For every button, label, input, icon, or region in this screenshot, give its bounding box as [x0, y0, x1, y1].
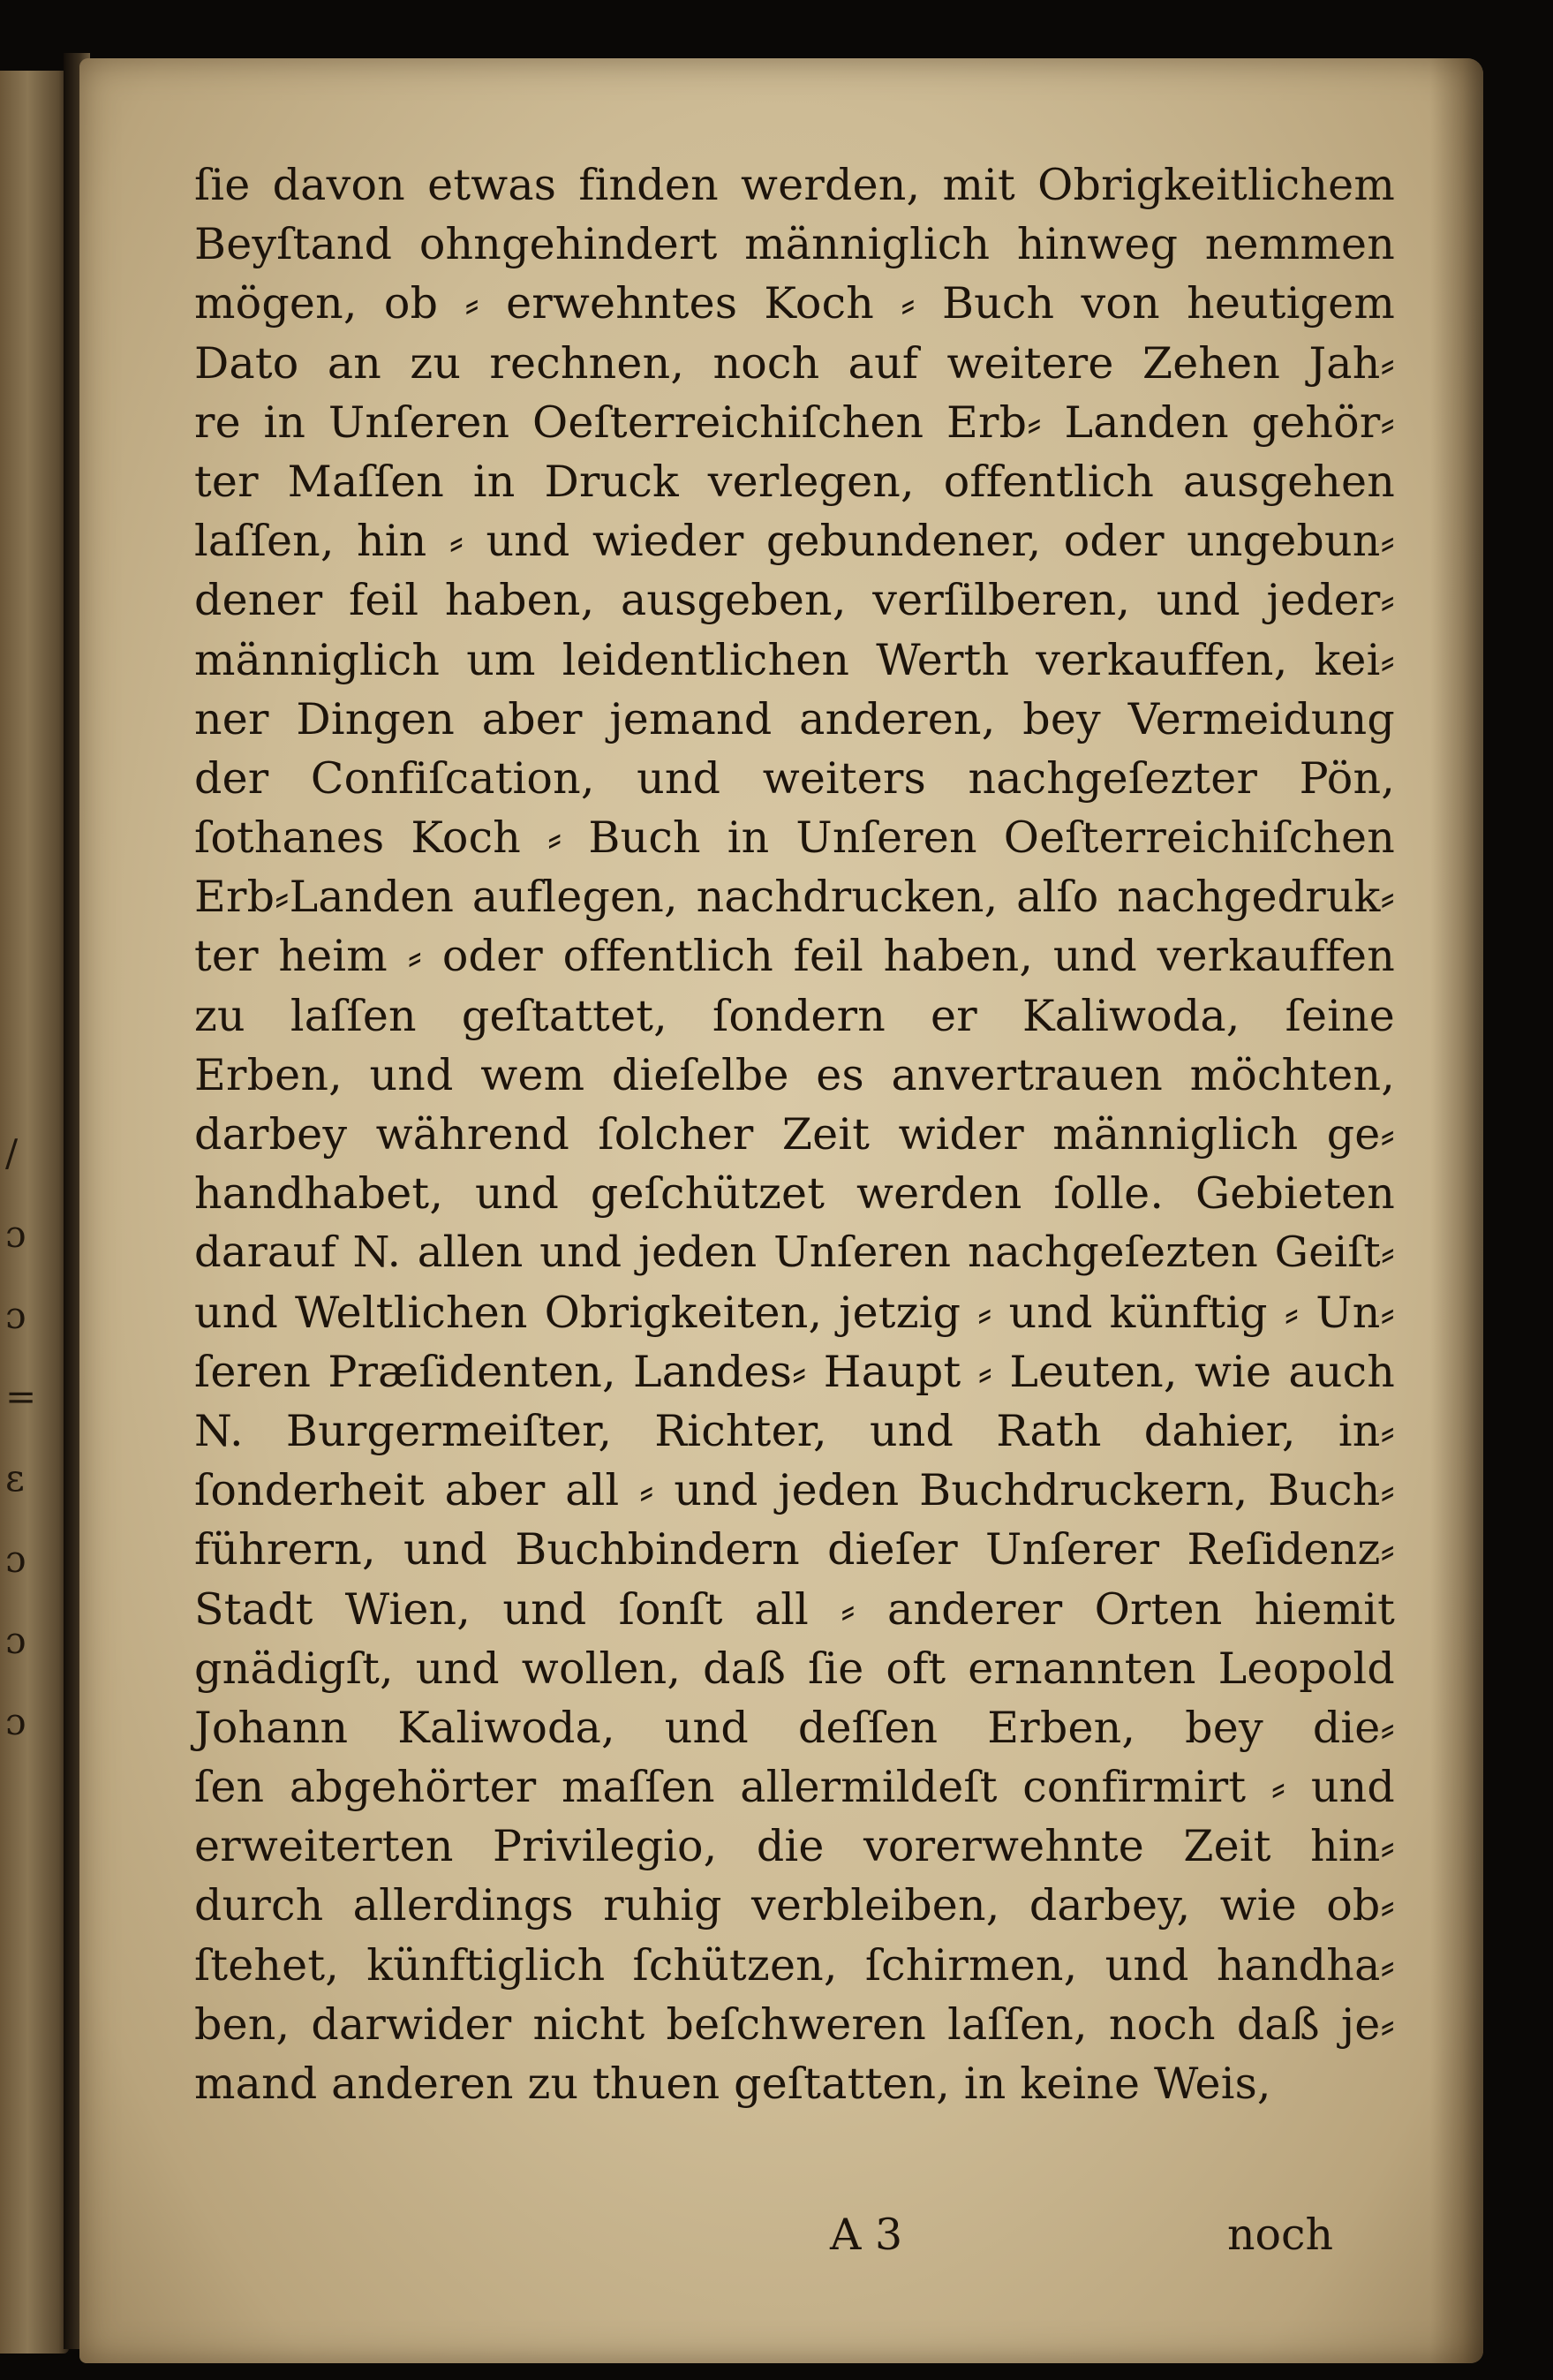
- text-line-9: männiglich um leidentlichen Werth verkauffen, kei⸗: [194, 634, 1395, 685]
- text-line-15: zu laſſen geſtattet, ſondern er Kaliwoda, ſeine: [194, 990, 1395, 1041]
- text-line-16: Erben, und wem dieſelbe es anvertrauen möchten,: [194, 1049, 1395, 1100]
- text-line-26: gnädigſt, und wollen, daß ſie oft ernannten Leopold: [194, 1643, 1395, 1694]
- text-line-7: laſſen, hin ⸗ und wieder gebundener, oder ungebun⸗: [194, 516, 1395, 567]
- text-line-28: ſen abgehörter maſſen allermildeſt confirmirt ⸗ und: [194, 1762, 1395, 1813]
- text-line-8: dener feil haben, ausgeben, verſilberen, und jeder⸗: [194, 575, 1395, 626]
- page-text-block: [194, 155, 1395, 2113]
- catchword: noch: [1226, 2210, 1333, 2260]
- text-line-21: ſeren Præſidenten, Landes⸗ Haupt ⸗ Leuten, wie auch: [194, 1346, 1395, 1397]
- text-line-6: ter Maſſen in Druck verlegen, offentlich ausgehen: [194, 456, 1395, 507]
- text-line-3: mögen, ob ⸗ erwehntes Koch ⸗ Buch von heutigem: [194, 278, 1395, 329]
- text-line-10: ner Dingen aber jemand anderen, bey Vermeidung: [194, 693, 1395, 744]
- text-line-14: ter heim ⸗ oder offentlich feil haben, und verkauffen: [194, 931, 1395, 982]
- text-line-18: handhabet, und geſchützet werden ſolle. Gebieten: [194, 1168, 1395, 1220]
- text-line-32: ben, darwider nicht beſchweren laſſen, noch daß je⸗: [194, 1998, 1395, 2050]
- book-page: [79, 58, 1483, 2363]
- signature-mark: A 3: [830, 2210, 903, 2260]
- text-line-11: der Confiſcation, und weiters nachgeſezter Pön,: [194, 752, 1395, 804]
- text-line-23: ſonderheit aber all ⸗ und jeden Buchdruckern, Buch⸗: [194, 1465, 1395, 1516]
- text-line-24: führern, und Buchbindern dieſer Unſerer Reſidenz⸗: [194, 1524, 1395, 1575]
- text-line-33: mand anderen zu thuen geſtatten, in keine Weis,: [194, 2059, 1271, 2109]
- text-line-13: Erb⸗Landen auflegen, nachdrucken, alſo nachgedruk⸗: [194, 872, 1395, 923]
- text-line-5: re in Unſeren Oeſterreichiſchen Erb⸗ Landen gehör⸗: [194, 397, 1395, 448]
- text-line-27: Johann Kaliwoda, und deſſen Erben, bey die⸗: [194, 1702, 1395, 1753]
- text-line-4: Dato an zu rechnen, noch auf weitere Zehen Jah⸗: [194, 337, 1395, 389]
- facing-page-margin-marks: / ɔ ɔ = ɛ ɔ ɔ ɔ: [5, 1131, 37, 1743]
- text-line-30: durch allerdings ruhig verbleiben, darbey, wie ob⸗: [194, 1880, 1395, 1931]
- text-line-17: darbey während ſolcher Zeit wider männiglich ge⸗: [194, 1109, 1395, 1160]
- page-fore-edge: [1430, 58, 1483, 2363]
- text-line-19: darauf N. allen und jeden Unſeren nachgeſezten Geiſt⸗: [194, 1228, 1395, 1278]
- text-line-29: erweiterten Privilegio, die vorerwehnte Zeit hin⸗: [194, 1821, 1395, 1872]
- text-line-1: ſie davon etwas finden werden, mit Obrigkeitlichem: [194, 160, 1395, 210]
- text-line-12: ſothanes Koch ⸗ Buch in Unſeren Oeſterreichiſchen: [194, 812, 1395, 864]
- text-line-22: N. Burgermeiſter, Richter, und Rath dahier, in⸗: [194, 1405, 1395, 1456]
- text-line-25: Stadt Wien, und ſonſt all ⸗ anderer Orten hiemit: [194, 1583, 1395, 1635]
- text-line-2: Beyſtand ohngehindert männiglich hinweg nemmen: [194, 219, 1395, 270]
- facing-page-edge: [0, 71, 69, 2354]
- text-line-20: und Weltlichen Obrigkeiten, jetzig ⸗ und künftig ⸗ Un⸗: [194, 1287, 1395, 1338]
- page-footer: [194, 2204, 1395, 2266]
- text-line-31: ſtehet, künftiglich ſchützen, ſchirmen, und handha⸗: [194, 1939, 1395, 1991]
